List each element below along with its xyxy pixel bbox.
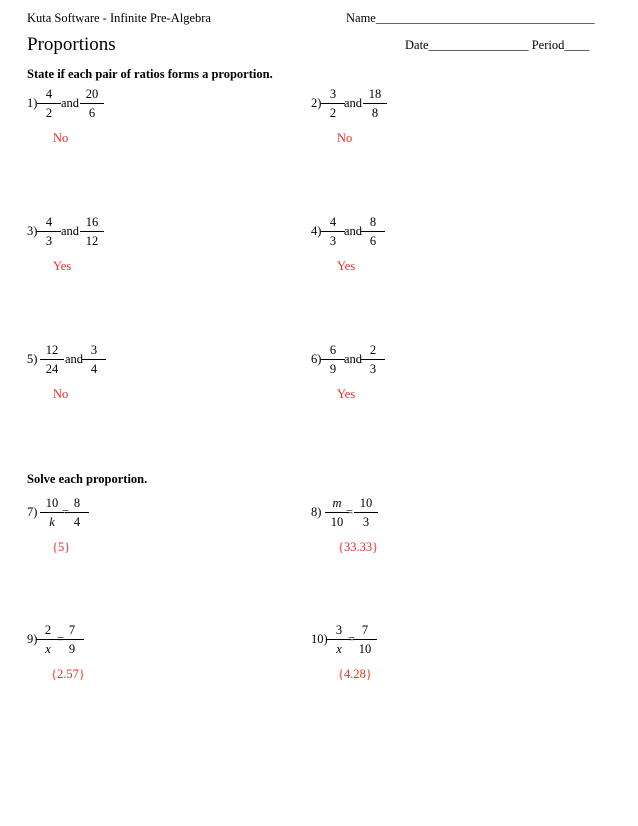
- fraction-bar: [82, 359, 106, 360]
- numerator: 3: [335, 623, 343, 637]
- numerator: 7: [68, 623, 76, 637]
- problem-number: 7): [27, 505, 38, 519]
- operator: and: [344, 224, 363, 238]
- numerator: 18: [368, 87, 382, 101]
- denominator: 10: [358, 642, 372, 656]
- numerator: 16: [85, 215, 99, 229]
- denominator: x: [336, 642, 342, 656]
- denominator: 6: [369, 234, 377, 248]
- numerator: 4: [45, 215, 53, 229]
- numerator: 7: [361, 623, 369, 637]
- fraction-right: [80, 215, 104, 248]
- numerator: 4: [45, 87, 53, 101]
- numerator: 8: [369, 215, 377, 229]
- software-label: Kuta Software - Infinite Pre-Algebra: [27, 11, 211, 25]
- problem-number: 10): [311, 632, 328, 646]
- answer: {5}: [52, 540, 71, 554]
- fraction-right: [65, 496, 89, 529]
- fraction-bar: [65, 512, 89, 513]
- operator: and: [344, 352, 363, 366]
- denominator: 2: [45, 106, 53, 120]
- numerator: 8: [73, 496, 81, 510]
- operator: =: [62, 505, 70, 519]
- numerator: 10: [359, 496, 373, 510]
- operator: and: [65, 352, 84, 366]
- operator: =: [346, 505, 354, 519]
- denominator: 2: [329, 106, 337, 120]
- fraction-left: [40, 343, 64, 376]
- fraction-bar: [321, 359, 345, 360]
- fraction-bar: [361, 231, 385, 232]
- denominator: 3: [362, 515, 370, 529]
- fraction-bar: [80, 231, 104, 232]
- answer: No: [53, 387, 69, 401]
- answer: Yes: [337, 259, 356, 273]
- fraction-left: [37, 215, 61, 248]
- denominator: 3: [329, 234, 337, 248]
- fraction-left: [321, 87, 345, 120]
- fraction-bar: [80, 103, 104, 104]
- fraction-right: [353, 623, 377, 656]
- problem-number: 3): [27, 224, 38, 238]
- fraction-bar: [40, 359, 64, 360]
- fraction-bar: [60, 639, 84, 640]
- fraction-left: [37, 87, 61, 120]
- denominator: 10: [330, 515, 344, 529]
- fraction-right: [354, 496, 378, 529]
- denominator: 9: [329, 362, 337, 376]
- numerator: 2: [369, 343, 377, 357]
- fraction-bar: [353, 639, 377, 640]
- denominator: 8: [371, 106, 379, 120]
- fraction-right: [80, 87, 104, 120]
- fraction-bar: [361, 359, 385, 360]
- date-period-field[interactable]: Date________________ Period____: [405, 38, 590, 52]
- fraction-left: [321, 343, 345, 376]
- problem-number: 8): [311, 505, 322, 519]
- problem-number: 1): [27, 96, 38, 110]
- denominator: 9: [68, 642, 76, 656]
- fraction-right: [363, 87, 387, 120]
- operator: and: [344, 96, 363, 110]
- numerator: 2: [44, 623, 52, 637]
- fraction-right: [361, 343, 385, 376]
- fraction-bar: [37, 231, 61, 232]
- fraction-right: [82, 343, 106, 376]
- fraction-left: [321, 215, 345, 248]
- numerator: 20: [85, 87, 99, 101]
- numerator: 3: [90, 343, 98, 357]
- denominator: x: [45, 642, 51, 656]
- problem-number: 5): [27, 352, 38, 366]
- denominator: 24: [45, 362, 59, 376]
- fraction-bar: [354, 512, 378, 513]
- numerator: 12: [45, 343, 59, 357]
- numerator: 6: [329, 343, 337, 357]
- fraction-bar: [363, 103, 387, 104]
- fraction-bar: [321, 231, 345, 232]
- denominator: k: [49, 515, 55, 529]
- answer: No: [53, 131, 69, 145]
- denominator: 3: [45, 234, 53, 248]
- denominator: 4: [73, 515, 81, 529]
- problem-number: 2): [311, 96, 322, 110]
- numerator: 3: [329, 87, 337, 101]
- fraction-bar: [40, 512, 64, 513]
- answer: {33.33}: [338, 540, 379, 554]
- fraction-right: [361, 215, 385, 248]
- operator: =: [348, 632, 356, 646]
- denominator: 4: [90, 362, 98, 376]
- section-heading-solve: Solve each proportion.: [27, 472, 148, 486]
- operator: =: [57, 632, 65, 646]
- fraction-right: [60, 623, 84, 656]
- fraction-bar: [321, 103, 345, 104]
- section-heading-ratios: State if each pair of ratios forms a proportion.: [27, 67, 273, 81]
- problem-number: 6): [311, 352, 322, 366]
- answer: No: [337, 131, 353, 145]
- operator: and: [61, 96, 80, 110]
- problem-number: 9): [27, 632, 38, 646]
- problem-number: 4): [311, 224, 322, 238]
- page-title: Proportions: [27, 34, 116, 55]
- answer: Yes: [53, 259, 72, 273]
- denominator: 6: [88, 106, 96, 120]
- numerator: 10: [45, 496, 59, 510]
- answer: {4.28}: [338, 667, 372, 681]
- denominator: 12: [85, 234, 99, 248]
- name-field[interactable]: Name___________________________________: [346, 11, 595, 25]
- operator: and: [61, 224, 80, 238]
- denominator: 3: [369, 362, 377, 376]
- fraction-bar: [37, 103, 61, 104]
- answer: {2.57}: [51, 667, 85, 681]
- fraction-left: [40, 496, 64, 529]
- answer: Yes: [337, 387, 356, 401]
- numerator: m: [332, 496, 342, 510]
- numerator: 4: [329, 215, 337, 229]
